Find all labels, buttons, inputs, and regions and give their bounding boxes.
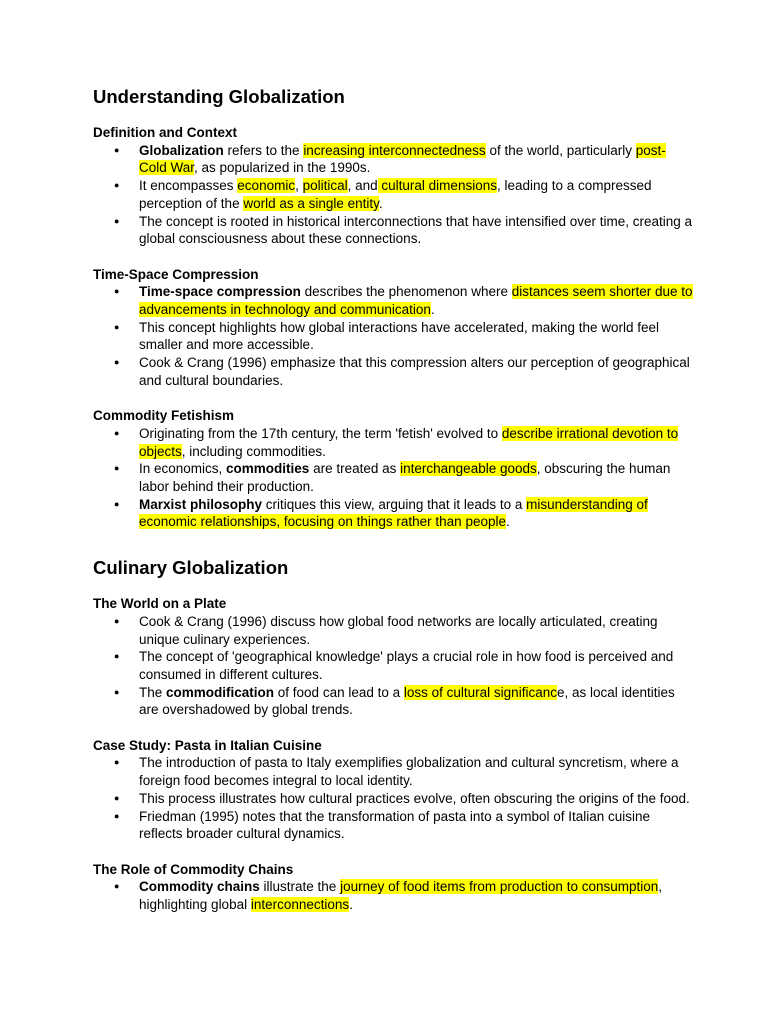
highlighted-text: cultural dimensions bbox=[377, 178, 497, 194]
highlighted-text: describe irrational devotion to objects bbox=[139, 425, 679, 459]
text: , obscuring the human labor behind their production. bbox=[139, 461, 671, 495]
list-item bbox=[93, 648, 693, 683]
highlighted-text: loss of cultural significanc bbox=[403, 684, 557, 700]
list-item bbox=[93, 790, 693, 808]
list-item bbox=[93, 496, 693, 531]
list-definition-and-context bbox=[93, 142, 693, 248]
text: The concept of 'geographical knowledge' plays a crucial role in how food is perceived and consumed in different cultures. bbox=[139, 649, 674, 682]
text: The concept is rooted in historical interconnections that have intensified over time, creating a global consciousness about these connections. bbox=[139, 213, 693, 247]
text: e, as local identities are overshadowed by global trends. bbox=[139, 684, 675, 718]
list-item bbox=[93, 684, 693, 719]
text: of food can lead to a bbox=[274, 684, 404, 700]
highlighted-text: political bbox=[302, 178, 348, 194]
list-item bbox=[93, 283, 693, 318]
text: . bbox=[378, 195, 383, 211]
list-item bbox=[93, 878, 693, 913]
text: critiques this view, arguing that it leads to a bbox=[262, 496, 527, 512]
highlighted-text: economic bbox=[237, 178, 296, 194]
heading-time-space-compression: Time-Space Compression bbox=[93, 266, 259, 282]
list-role-of-commodity-chains bbox=[93, 878, 693, 913]
text: This concept highlights how global interactions have accelerated, making the world feel smaller and more accessible. bbox=[139, 319, 660, 353]
document-page bbox=[93, 84, 693, 914]
list-item bbox=[93, 213, 693, 248]
text: It encompasses bbox=[139, 178, 238, 194]
text: . bbox=[349, 897, 353, 913]
bold-term: Time-space compression bbox=[139, 284, 301, 300]
heading-definition-and-context: Definition and Context bbox=[93, 125, 237, 140]
title-culinary-globalization: Culinary Globalization bbox=[93, 557, 289, 579]
text: refers to the bbox=[223, 142, 304, 158]
bold-term: Commodity chains bbox=[139, 879, 260, 895]
title-understanding-globalization: Understanding Globalization bbox=[93, 86, 345, 107]
list-item bbox=[93, 808, 693, 843]
list-commodity-fetishism bbox=[93, 425, 693, 531]
bold-term: Globalization bbox=[139, 142, 224, 158]
highlighted-text: world as a single entity bbox=[243, 195, 379, 211]
highlighted-text: distances seem shorter due to advancements in technology and communication bbox=[139, 284, 693, 318]
highlighted-text: journey of food items from production to consumption bbox=[340, 879, 659, 895]
text: , highlighting global bbox=[139, 879, 663, 913]
text: Cook & Crang (1996) discuss how global food networks are locally articulated, creating unique culinary experiences. bbox=[139, 613, 658, 647]
list-item bbox=[93, 425, 693, 460]
text: Friedman (1995) notes that the transformation of pasta into a symbol of Italian cuisine reflects broader cultural dynamics. bbox=[139, 808, 651, 842]
text: The introduction of pasta to Italy exemplifies globalization and cultural syncretism, where a foreign food becomes integral to local identity. bbox=[139, 755, 679, 789]
highlighted-text: post-Cold War bbox=[139, 142, 666, 176]
bold-term: commodities bbox=[226, 461, 310, 477]
text: Originating from the 17th century, the term 'fetish' evolved to bbox=[139, 425, 502, 441]
list-item bbox=[93, 319, 693, 354]
heading-world-on-a-plate: The World on a Plate bbox=[93, 596, 227, 612]
text: , bbox=[295, 178, 303, 194]
list-item bbox=[93, 754, 693, 789]
text: , including commodities. bbox=[181, 443, 326, 459]
text: , and bbox=[347, 178, 378, 194]
list-world-on-a-plate bbox=[93, 613, 693, 719]
list-item bbox=[93, 613, 693, 648]
heading-role-of-commodity-chains: The Role of Commodity Chains bbox=[93, 861, 294, 877]
text: of the world, particularly bbox=[485, 142, 636, 158]
list-item bbox=[93, 142, 693, 177]
text: describes the phenomenon where bbox=[300, 284, 512, 300]
list-time-space-compression bbox=[93, 283, 693, 389]
text: This process illustrates how cultural practices evolve, often obscuring the origins of the food. bbox=[139, 790, 690, 806]
text: are treated as bbox=[309, 461, 401, 477]
list-case-study-pasta bbox=[93, 754, 693, 843]
list-item bbox=[93, 460, 693, 495]
text: Cook & Crang (1996) emphasize that this compression alters our perception of geographical and cultural boundaries. bbox=[139, 355, 690, 388]
text: illustrate the bbox=[259, 879, 341, 895]
heading-case-study-pasta: Case Study: Pasta in Italian Cuisine bbox=[93, 737, 322, 753]
bold-term: Marxist philosophy bbox=[139, 496, 263, 512]
text: , as popularized in the 1990s. bbox=[194, 160, 371, 176]
text: . bbox=[430, 302, 435, 318]
list-item bbox=[93, 177, 693, 212]
bold-term: commodification bbox=[166, 684, 275, 700]
text: The bbox=[139, 684, 167, 700]
heading-commodity-fetishism: Commodity Fetishism bbox=[93, 408, 235, 424]
text: . bbox=[505, 514, 510, 530]
highlighted-text: misunderstanding of economic relationships, focusing on things rather than people bbox=[139, 496, 648, 530]
highlighted-text: interchangeable goods bbox=[400, 461, 537, 477]
list-item bbox=[93, 354, 693, 389]
text: , leading to a compressed perception of the bbox=[139, 178, 652, 211]
highlighted-text: increasing interconnectedness bbox=[303, 142, 486, 158]
text: In economics, bbox=[139, 461, 227, 477]
highlighted-text: interconnections bbox=[250, 897, 350, 913]
